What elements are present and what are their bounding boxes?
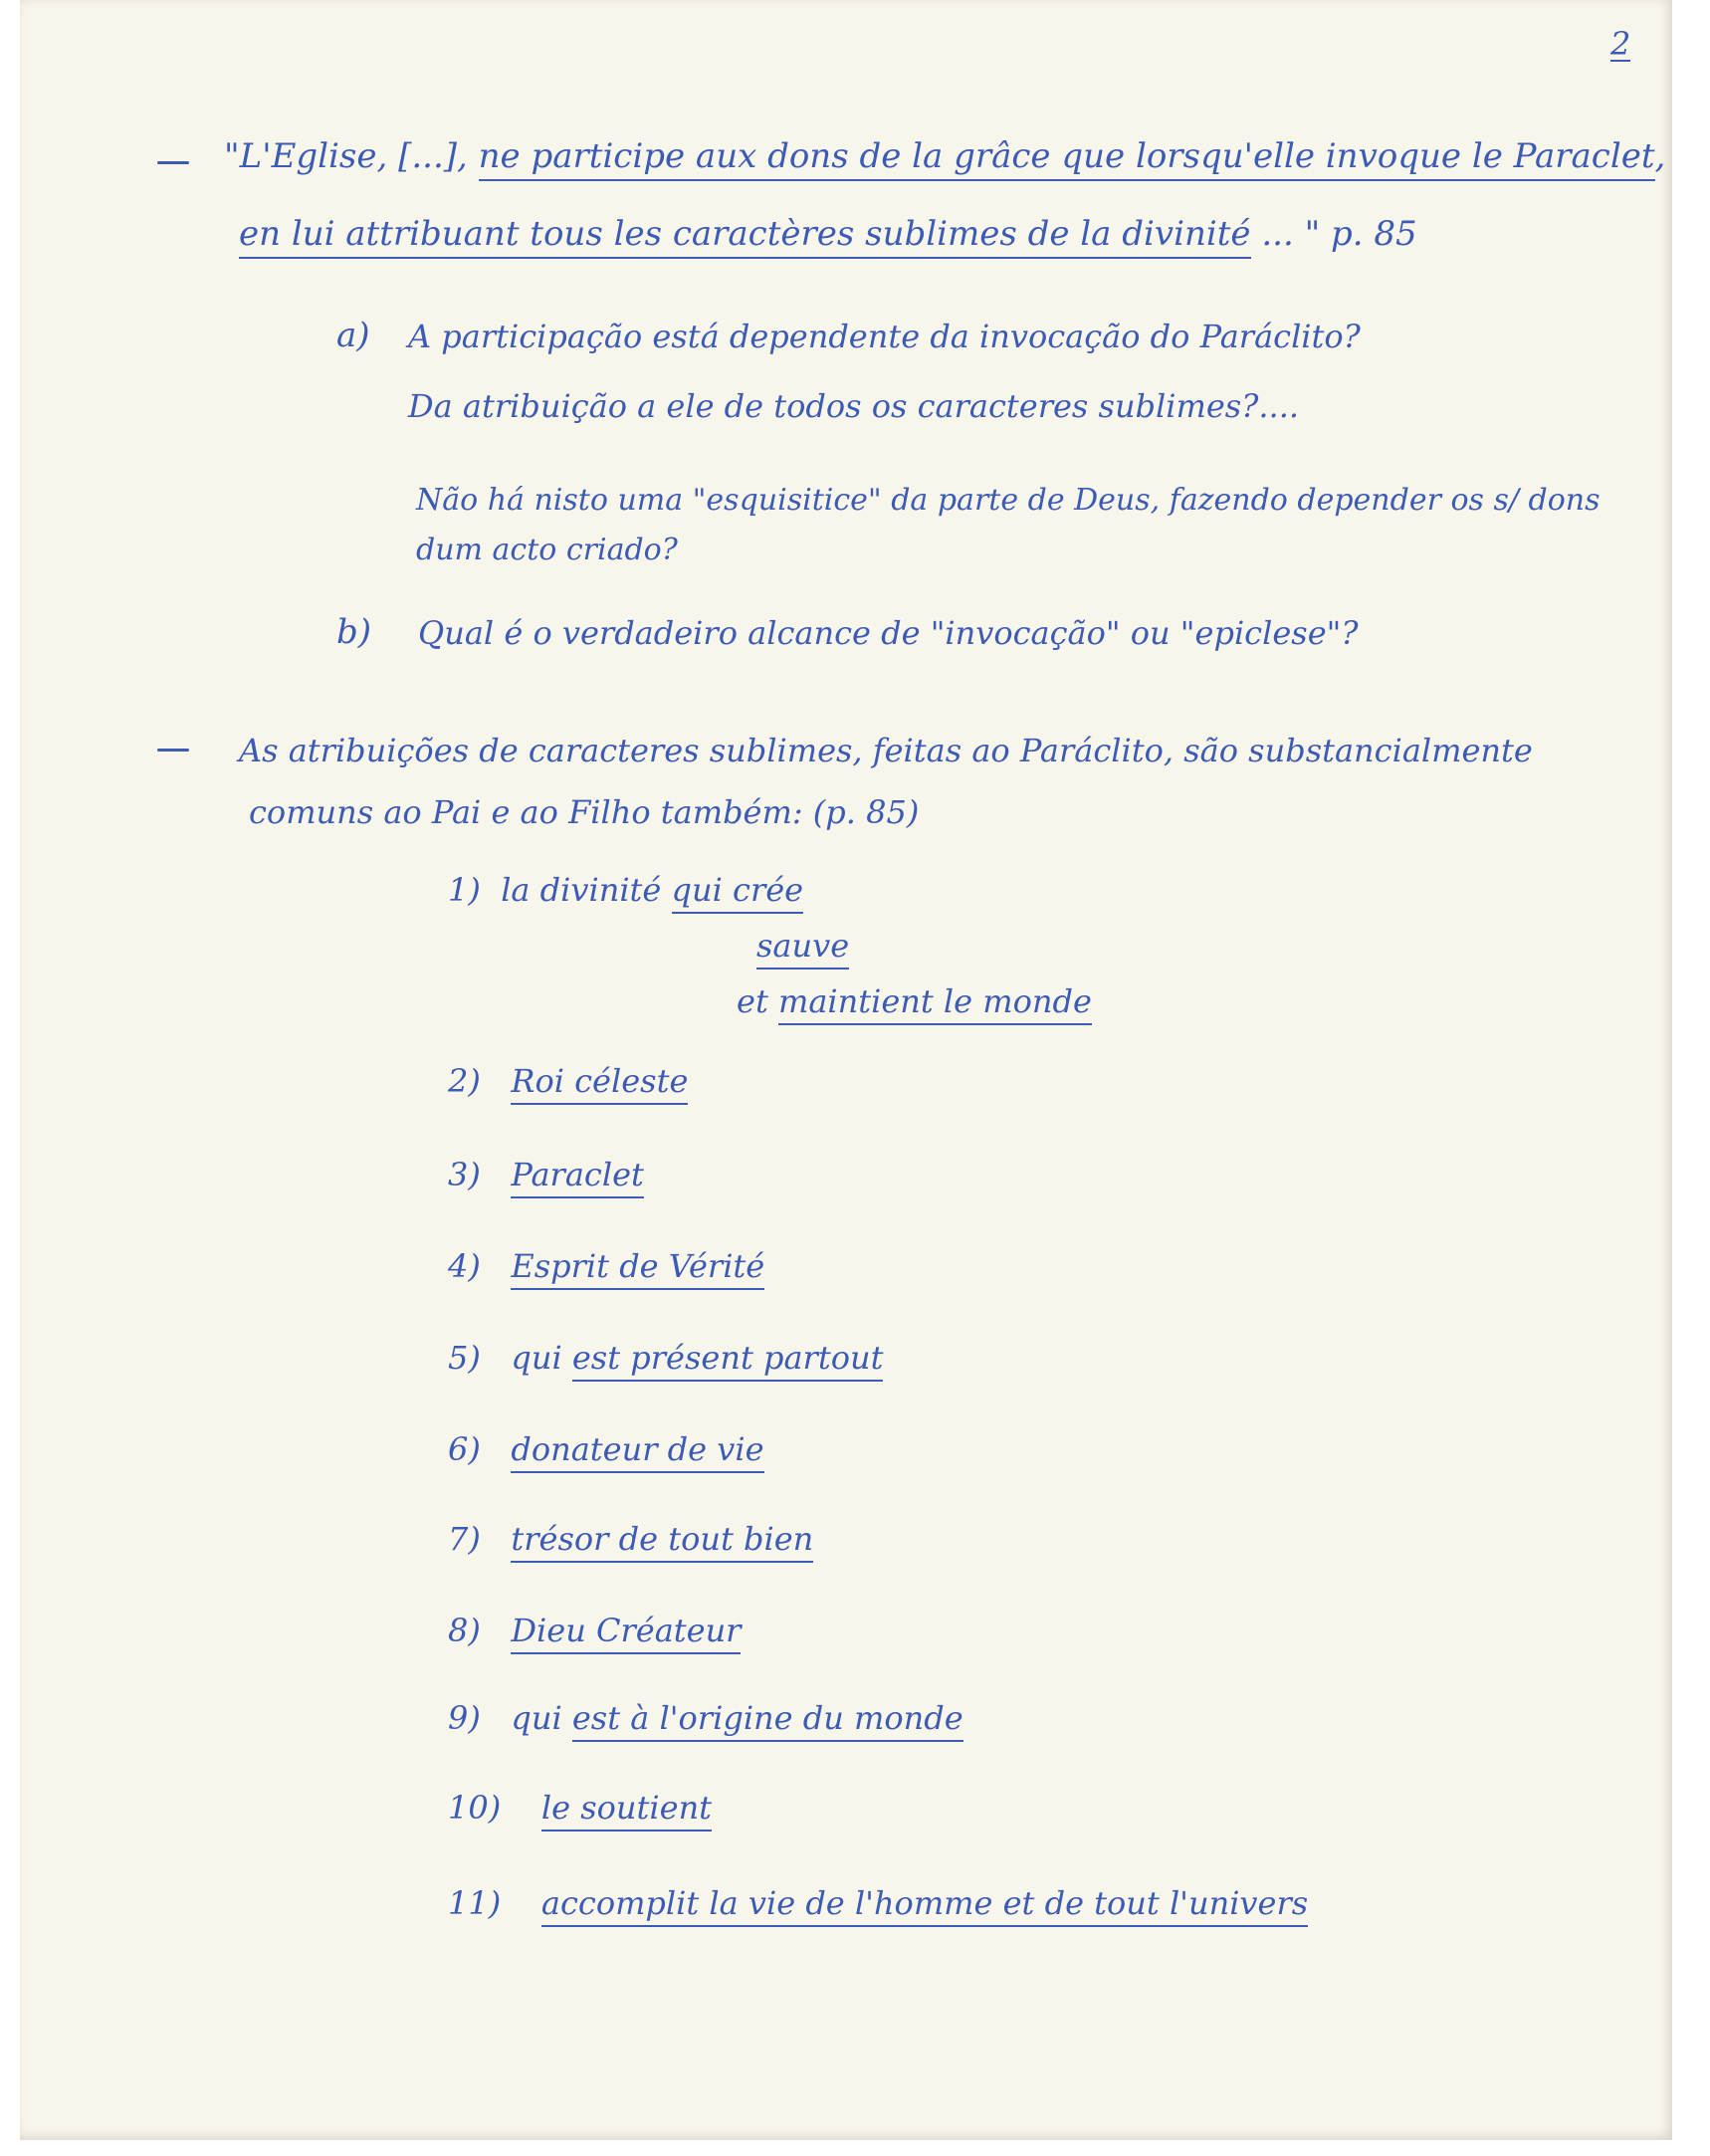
quote-citation: ... " p. 85	[1250, 214, 1417, 254]
list-item	[448, 1062, 689, 1100]
list-item-text: est présent partout	[572, 1339, 884, 1382]
list-item	[448, 1612, 742, 1649]
list-item-number: 8)	[448, 1612, 481, 1649]
quote-line-1-start: "L'Eglise, [...],	[224, 136, 479, 176]
list-item	[448, 1247, 765, 1285]
attributions-line-1: As atribuições de caracteres sublimes, feitas ao Paráclito, são substancialmente	[239, 732, 1533, 769]
list-item-text: donateur de vie	[511, 1430, 763, 1473]
list-item-prefix: qui	[511, 1339, 572, 1377]
list-item-text: Esprit de Vérité	[511, 1247, 764, 1290]
quote-line-2	[239, 214, 1417, 254]
list-item-number: 5)	[448, 1339, 481, 1377]
list-item-text: Paraclet	[511, 1156, 644, 1198]
list-item-number: 7)	[448, 1520, 481, 1558]
list-item-text: Roi céleste	[511, 1062, 688, 1105]
question-a-line-3: Não há nisto uma "esquisitice" da parte de Deus, fazendo depender os s/ dons	[416, 483, 1601, 518]
list-item	[448, 1156, 644, 1193]
page-number: 2	[1610, 25, 1631, 63]
attributions-line-2: comuns ao Pai e ao Filho também: (p. 85)	[249, 793, 920, 831]
list-item-number: 6)	[448, 1430, 481, 1468]
bullet-dash	[157, 749, 189, 752]
list-item	[737, 982, 1092, 1020]
question-a-line-1: A participação está dependente da invocação do Paráclito?	[408, 318, 1361, 355]
list-item-text: sauve	[756, 927, 849, 970]
list-item-text: Dieu Créateur	[511, 1612, 741, 1654]
list-item-number: 3)	[448, 1156, 481, 1193]
list-item	[448, 1884, 1309, 1922]
bullet-dash	[157, 161, 189, 164]
question-a-label: a)	[336, 316, 370, 355]
list-item-text: est à l'origine du monde	[572, 1699, 963, 1742]
question-a-line-2: Da atribuição a ele de todos os caracteres sublimes?....	[408, 387, 1300, 425]
list-item-text: maintient le monde	[778, 982, 1092, 1025]
list-item	[448, 1520, 814, 1558]
list-item-number: 10)	[448, 1789, 502, 1827]
quote-line-1-end: ,	[1654, 136, 1666, 176]
list-item-number: 4)	[448, 1247, 481, 1285]
list-item	[448, 1430, 764, 1468]
list-item	[448, 1339, 884, 1377]
list-item-text: trésor de tout bien	[511, 1520, 813, 1563]
list-item	[756, 927, 850, 965]
list-item-text: qui crée	[672, 871, 804, 914]
list-item-prefix: la divinité	[501, 871, 672, 909]
list-item-text: accomplit la vie de l'homme et de tout l'univers	[541, 1884, 1308, 1927]
question-b-line: Qual é o verdadeiro alcance de "invocação" ou "epiclese"?	[418, 614, 1359, 652]
list-item	[448, 871, 804, 909]
quote-line-1-underlined: ne participe aux dons de la grâce que lorsqu'elle invoque le Paraclet	[479, 136, 1655, 181]
list-item-number: 11)	[448, 1884, 502, 1922]
question-b-label: b)	[336, 612, 372, 652]
list-item-prefix: et	[737, 982, 778, 1020]
list-item	[448, 1789, 713, 1827]
list-item-number: 9)	[448, 1699, 481, 1737]
quote-line-1	[224, 136, 1666, 176]
list-item	[448, 1699, 963, 1737]
quote-line-2-underlined: en lui attribuant tous les caractères sublimes de la divinité	[239, 214, 1251, 259]
list-item-prefix: qui	[511, 1699, 572, 1737]
question-a-line-4: dum acto criado?	[416, 533, 678, 567]
list-item-number: 2)	[448, 1062, 481, 1100]
paper-sheet	[20, 0, 1672, 2140]
list-item-number: 1)	[448, 871, 481, 909]
list-item-text: le soutient	[541, 1789, 712, 1832]
